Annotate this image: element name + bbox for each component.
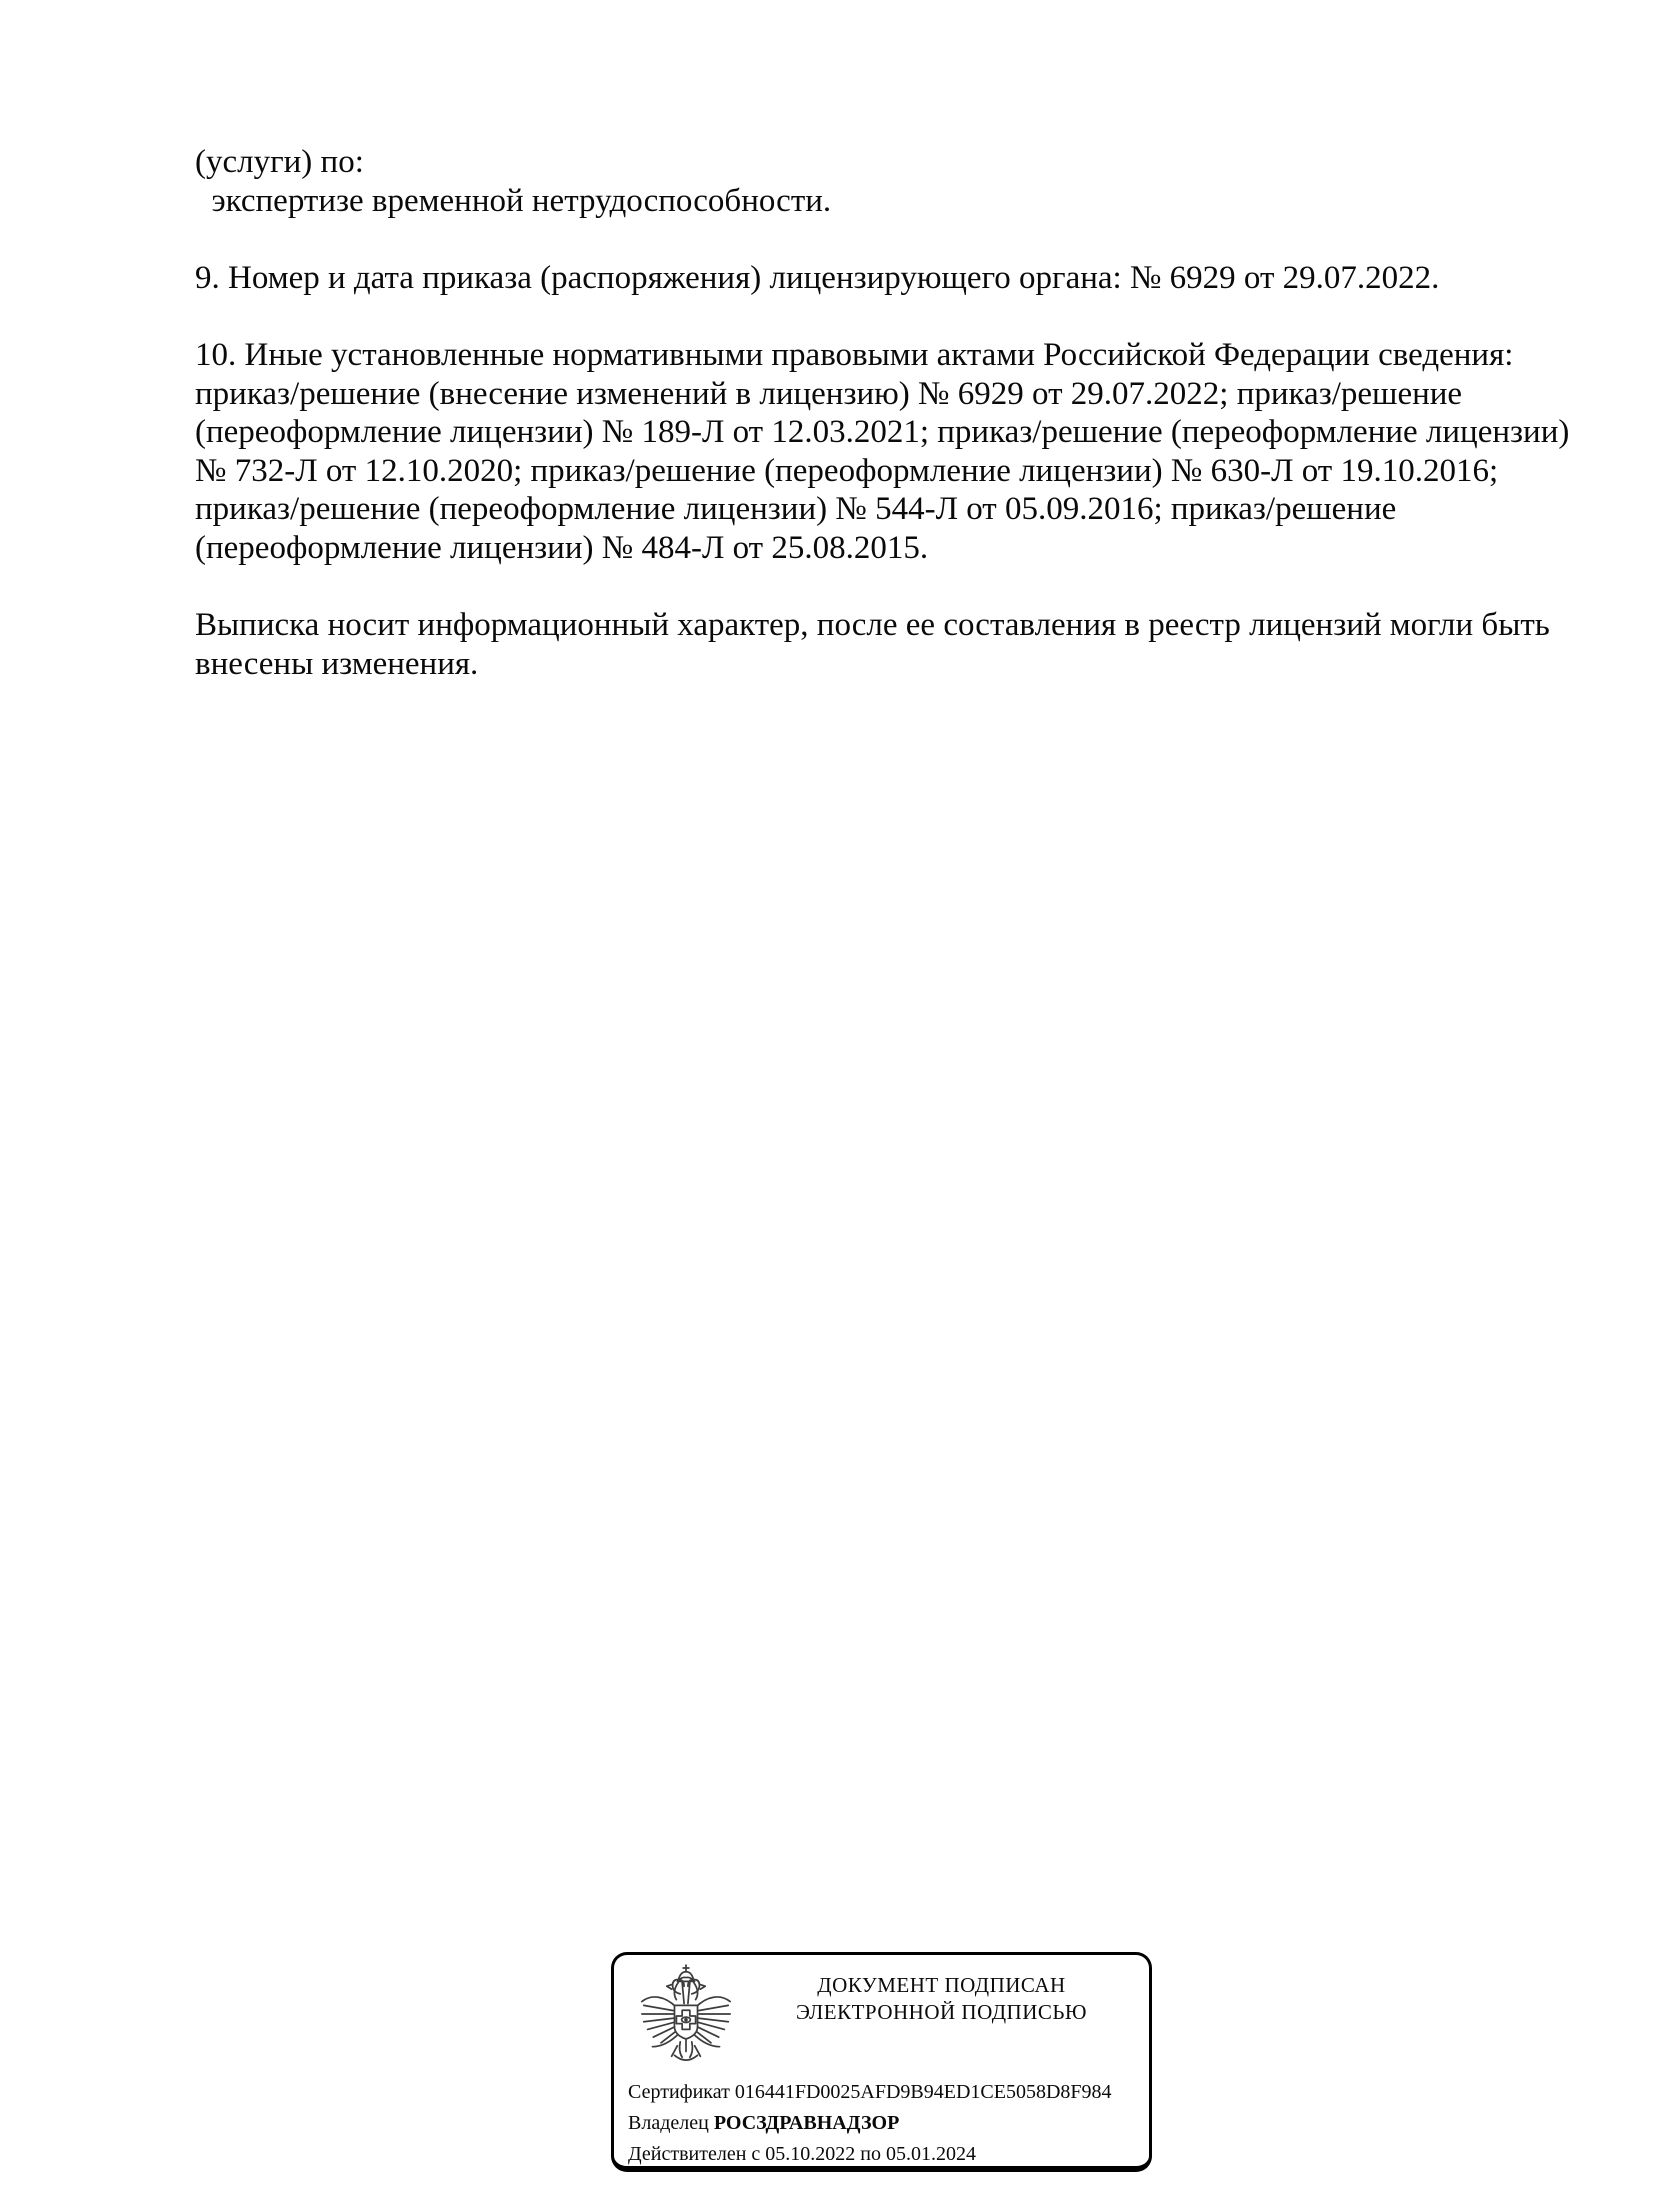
stamp-title-line1: ДОКУМЕНТ ПОДПИСАН [817, 1973, 1066, 1997]
certificate-value: 016441FD0025AFD9B94ED1CE5058D8F984 [734, 2081, 1112, 2103]
text-line: (переоформление лицензии) № 189-Л от 12.03.2021; приказ/решение (переоформление лицензии) [195, 414, 1570, 451]
text-line: приказ/решение (внесение изменений в лицензию) № 6929 от 29.07.2022; приказ/решение [195, 375, 1463, 412]
validity-line: Действителен с 05.10.2022 по 05.01.2024 [628, 2143, 976, 2165]
text-line: Выписка носит информационный характер, после ее составления в реестр лицензий могли быть [195, 607, 1550, 644]
owner-value: РОСЗДРАВНАДЗОР [713, 2112, 900, 2134]
stamp-meta [628, 2077, 1141, 2170]
text-line: внесены изменения. [195, 645, 479, 682]
text-line: приказ/решение (переоформление лицензии) № 544-Л от 05.09.2016; приказ/решение [195, 491, 1397, 528]
paragraph-item-10 [195, 336, 1585, 568]
certificate-label: Сертификат [628, 2081, 730, 2103]
certificate-line [628, 2077, 1141, 2108]
document-body [195, 143, 1585, 722]
roszdravnadzor-double-headed-eagle-icon [638, 1963, 734, 2067]
paragraph-services [195, 143, 1585, 220]
text-line: 9. Номер и дата приказа (распоряжения) лицензирующего органа: № 6929 от 29.07.2022. [195, 259, 1440, 296]
text-line: (переоформление лицензии) № 484-Л от 25.08.2015. [195, 529, 929, 566]
stamp-title [742, 1972, 1141, 2026]
paragraph-disclaimer [195, 606, 1585, 683]
text-line: 10. Иные установленные нормативными правовыми актами Российской Федерации сведения: [195, 336, 1514, 373]
paragraph-item-9 [195, 259, 1585, 298]
text-line: (услуги) по: [195, 144, 364, 180]
text-line: № 732-Л от 12.10.2020; приказ/решение (переоформление лицензии) № 630-Л от 19.10.2016; [195, 452, 1499, 489]
text-line: экспертизе временной нетрудоспособности. [195, 182, 832, 219]
stamp-title-line2: ЭЛЕКТРОННОЙ ПОДПИСЬЮ [795, 2000, 1088, 2024]
electronic-signature-stamp [611, 1952, 1152, 2172]
owner-line [628, 2108, 1141, 2139]
owner-label: Владелец [628, 2112, 709, 2134]
